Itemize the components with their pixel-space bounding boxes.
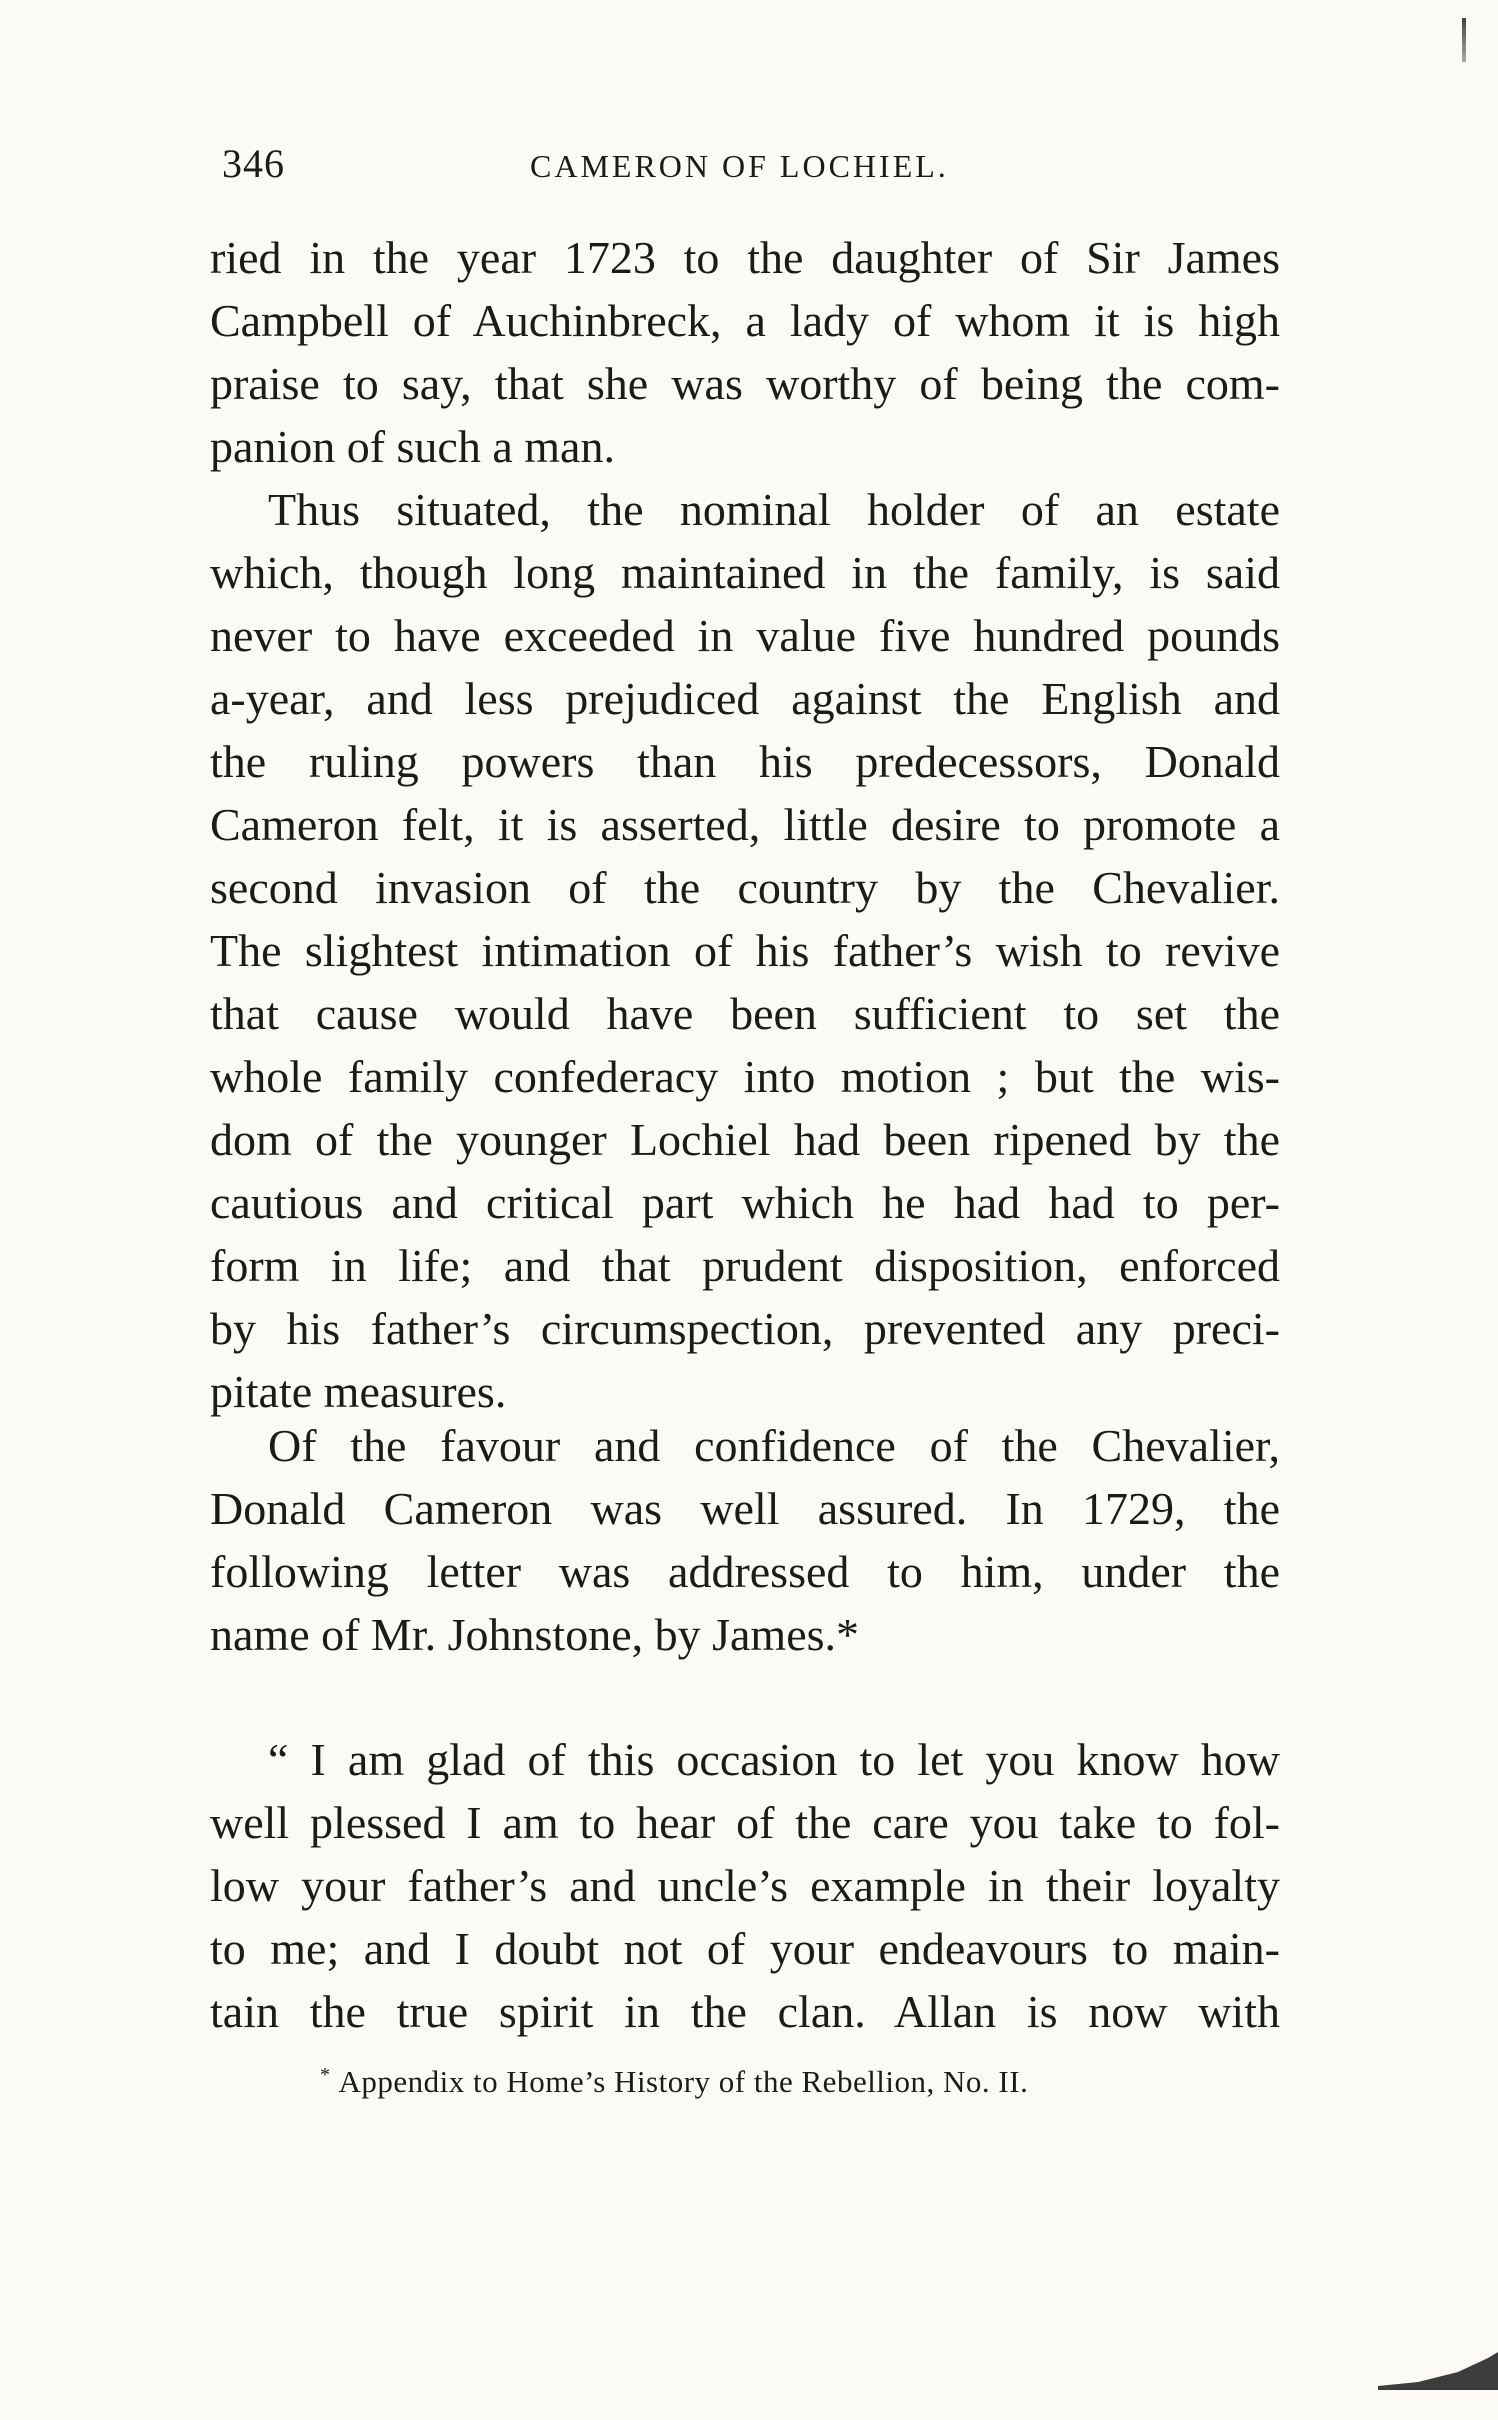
text-line: panion of such a man.	[210, 421, 615, 472]
text-line: cautious and critical part which he had had to per-	[210, 1177, 1280, 1228]
text-line: Donald Cameron was well assured. In 1729, the	[210, 1483, 1280, 1534]
text-line: Cameron felt, it is asserted, little desire to promote a	[210, 799, 1280, 850]
text-line: ried in the year 1723 to the daughter of Sir James	[210, 232, 1280, 283]
text-line: pitate measures.	[210, 1366, 507, 1417]
text-line: well plessed I am to hear of the care you take to fol-	[210, 1797, 1280, 1848]
footnote-marker: *	[320, 2064, 331, 2086]
text-line: Of the favour and confidence of the Chevalier,	[268, 1420, 1280, 1471]
text-line: a-year, and less prejudiced against the English and	[210, 673, 1280, 724]
text-block-letter	[210, 1728, 1280, 2043]
ink-smudge-icon	[1378, 2350, 1498, 2390]
text-line: name of Mr. Johnstone, by James.*	[210, 1609, 860, 1660]
footnote-text: Appendix to Home’s History of the Rebellion, No. II.	[338, 2064, 1029, 2099]
text-line: second invasion of the country by the Chevalier.	[210, 862, 1280, 913]
text-block-chevalier	[210, 1414, 1280, 1666]
text-line: Campbell of Auchinbreck, a lady of whom it is high	[210, 295, 1280, 346]
text-line: The slightest intimation of his father’s wish to revive	[210, 925, 1280, 976]
text-line: the ruling powers than his predecessors, Donald	[210, 736, 1280, 787]
text-block-main	[210, 226, 1280, 1423]
text-line: that cause would have been sufficient to set the	[210, 988, 1280, 1039]
text-line: dom of the younger Lochiel had been ripened by the	[210, 1114, 1280, 1165]
text-line: by his father’s circumspection, prevented any preci-	[210, 1303, 1280, 1354]
text-line: tain the true spirit in the clan. Allan is now with	[210, 1986, 1280, 2037]
text-line: Thus situated, the nominal holder of an estate	[268, 484, 1280, 535]
text-line: to me; and I doubt not of your endeavours to main-	[210, 1923, 1280, 1974]
page-number: 346	[222, 141, 285, 186]
text-line: low your father’s and uncle’s example in their loyalty	[210, 1860, 1280, 1911]
text-line: “ I am glad of this occasion to let you know how	[268, 1734, 1280, 1785]
page-edge-mark	[1462, 18, 1466, 62]
footnote	[320, 2064, 1028, 2100]
ink-smudge	[1378, 2350, 1498, 2390]
text-line: form in life; and that prudent disposition, enforced	[210, 1240, 1280, 1291]
text-line: never to have exceeded in value five hundred pounds	[210, 610, 1280, 661]
text-line: praise to say, that she was worthy of being the com-	[210, 358, 1280, 409]
running-head: CAMERON OF LOCHIEL.	[530, 148, 949, 184]
text-line: following letter was addressed to him, under the	[210, 1546, 1280, 1597]
text-line: which, though long maintained in the family, is said	[210, 547, 1280, 598]
text-line: whole family confederacy into motion ; but the wis-	[210, 1051, 1280, 1102]
page-header	[210, 140, 1290, 200]
